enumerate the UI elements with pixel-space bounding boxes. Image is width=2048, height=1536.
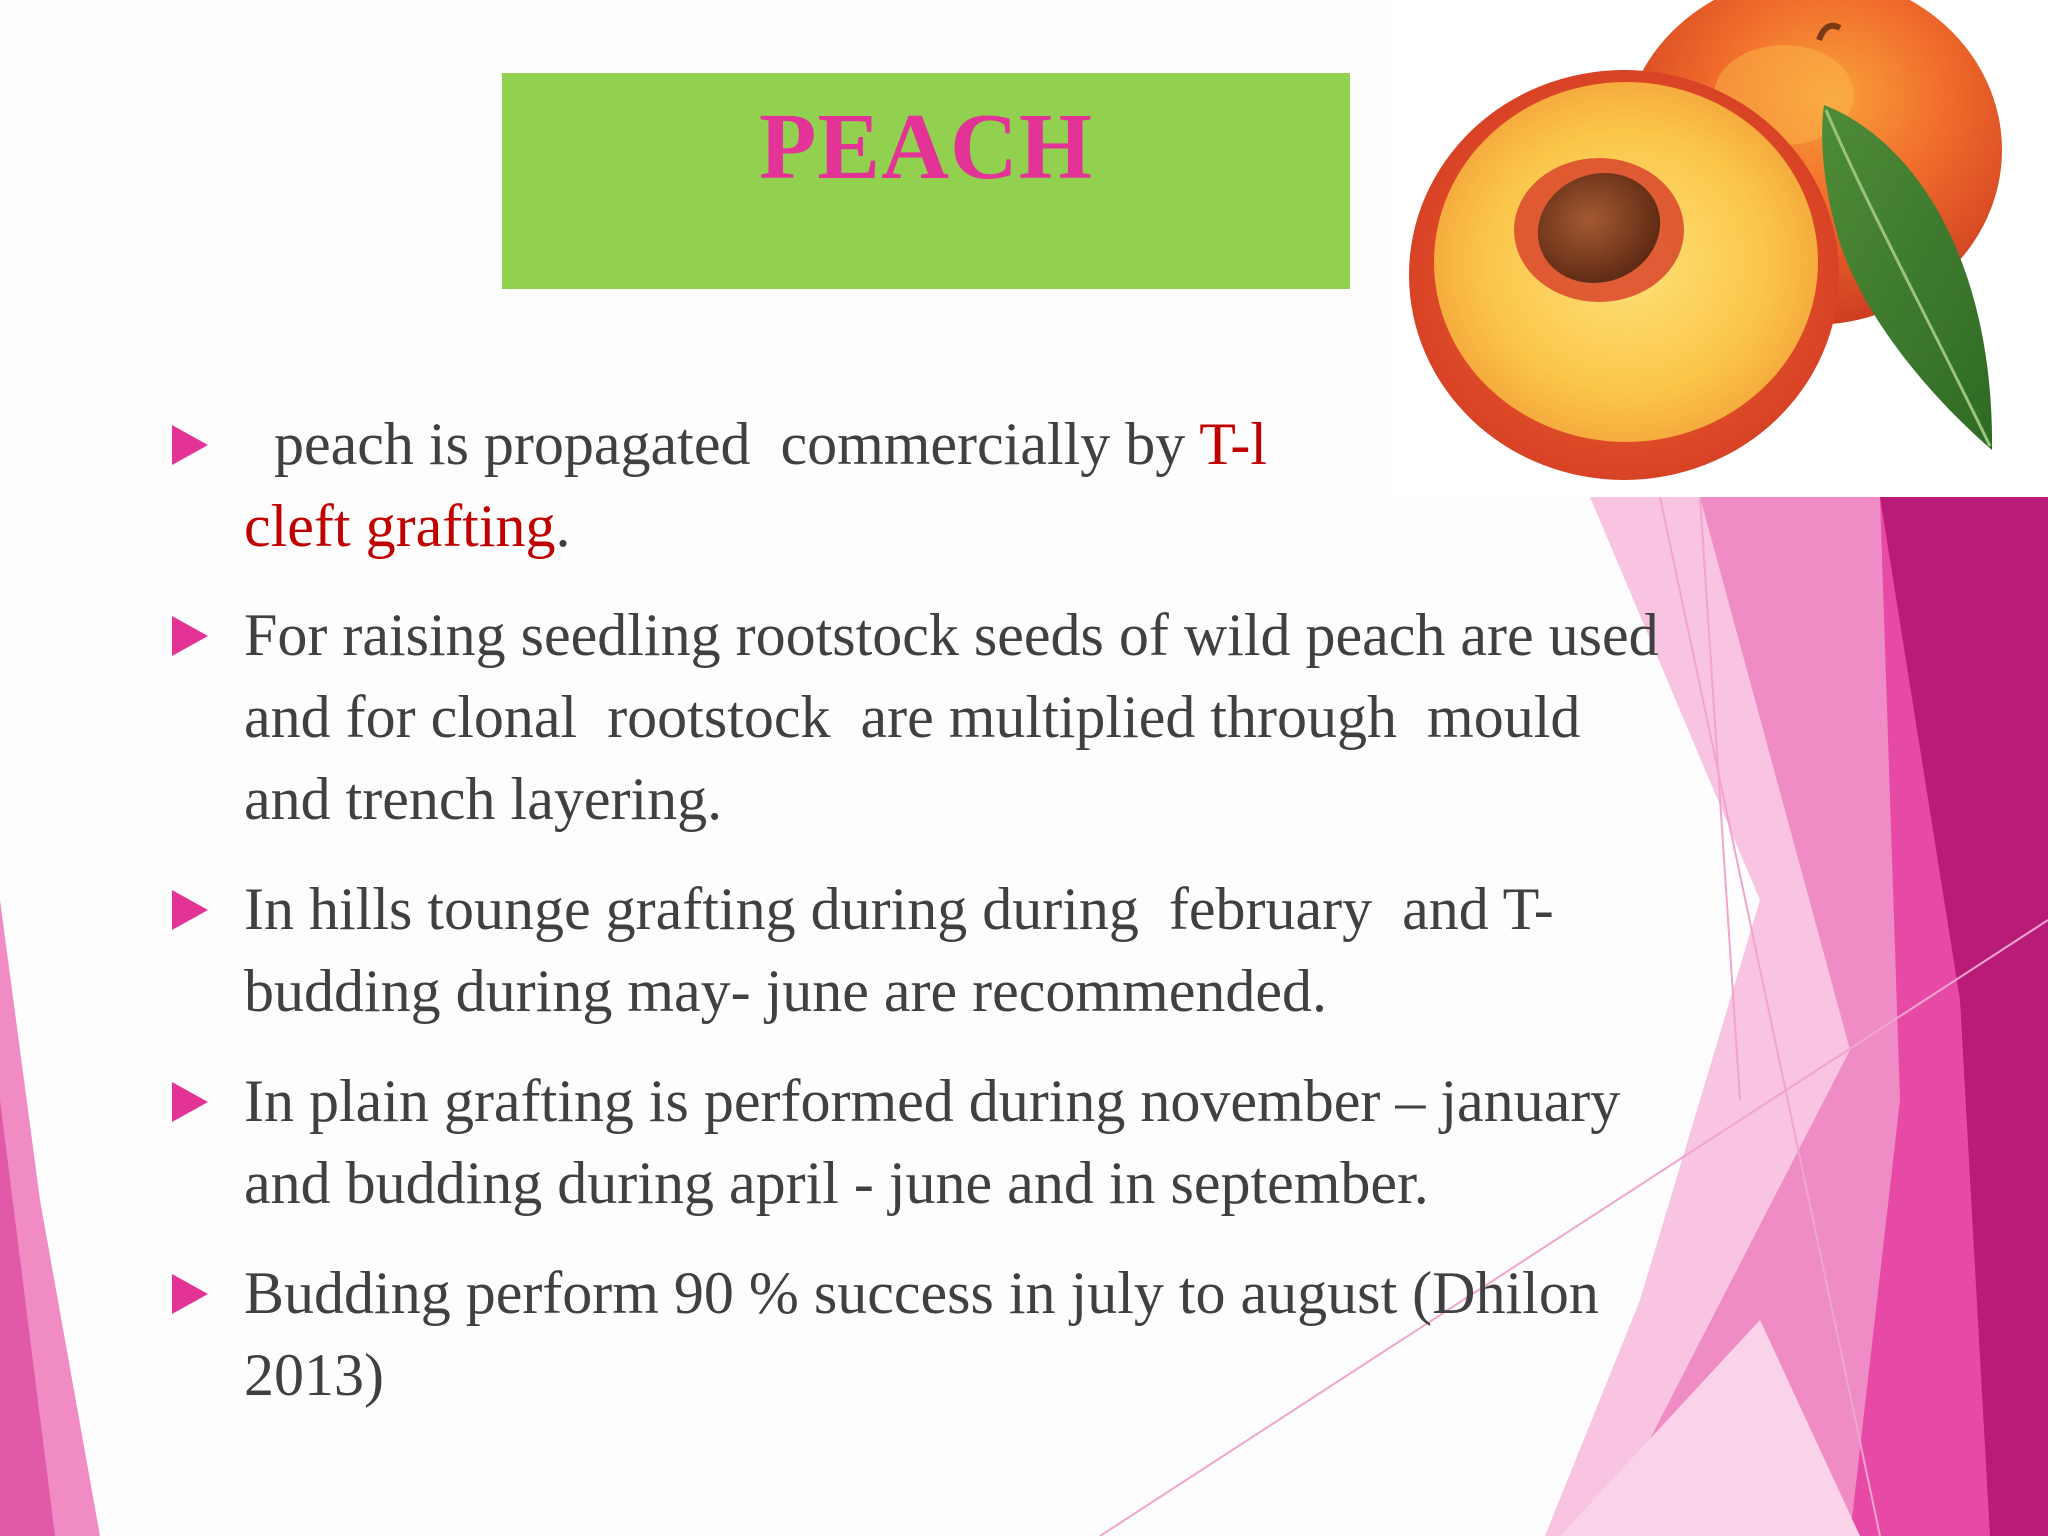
bullet-1-icon <box>172 425 208 465</box>
bullet-3-icon <box>172 890 208 930</box>
bullet-1-highlight-start: T-l <box>1199 411 1268 477</box>
bullet-5-line-1: Budding perform 90 % success in july to august (Dhilon <box>244 1260 1599 1326</box>
bullet-3-line-2: budding during may- june are recommended. <box>244 958 1327 1024</box>
bullet-1-highlight-end: cleft grafting <box>244 493 556 559</box>
slide-title: PEACH <box>759 95 1093 199</box>
bullet-5-icon <box>172 1274 208 1314</box>
bullet-2-line-2: and for clonal rootstock are multiplied through mould <box>244 684 1581 750</box>
bullet-4-line-2: and budding during april - june and in september. <box>244 1150 1429 1216</box>
bullet-2-icon <box>172 616 208 656</box>
bullet-1-line-2 <box>244 485 571 567</box>
bullet-1-period: . <box>555 493 571 559</box>
bullet-5-line-2: 2013) <box>244 1342 384 1408</box>
bullet-4-line-1: In plain grafting is performed during november – january <box>244 1068 1621 1134</box>
bullet-3-line-1: In hills tounge grafting during during february and T- <box>244 876 1554 942</box>
bullet-4-icon <box>172 1082 208 1122</box>
bullet-1-line-1 <box>244 403 1267 485</box>
bullet-2-line-1: For raising seedling rootstock seeds of wild peach are used <box>244 602 1659 668</box>
bullet-2-line-3: and trench layering. <box>244 766 723 832</box>
bullet-1-text: peach is propagated commercially by <box>244 411 1200 477</box>
